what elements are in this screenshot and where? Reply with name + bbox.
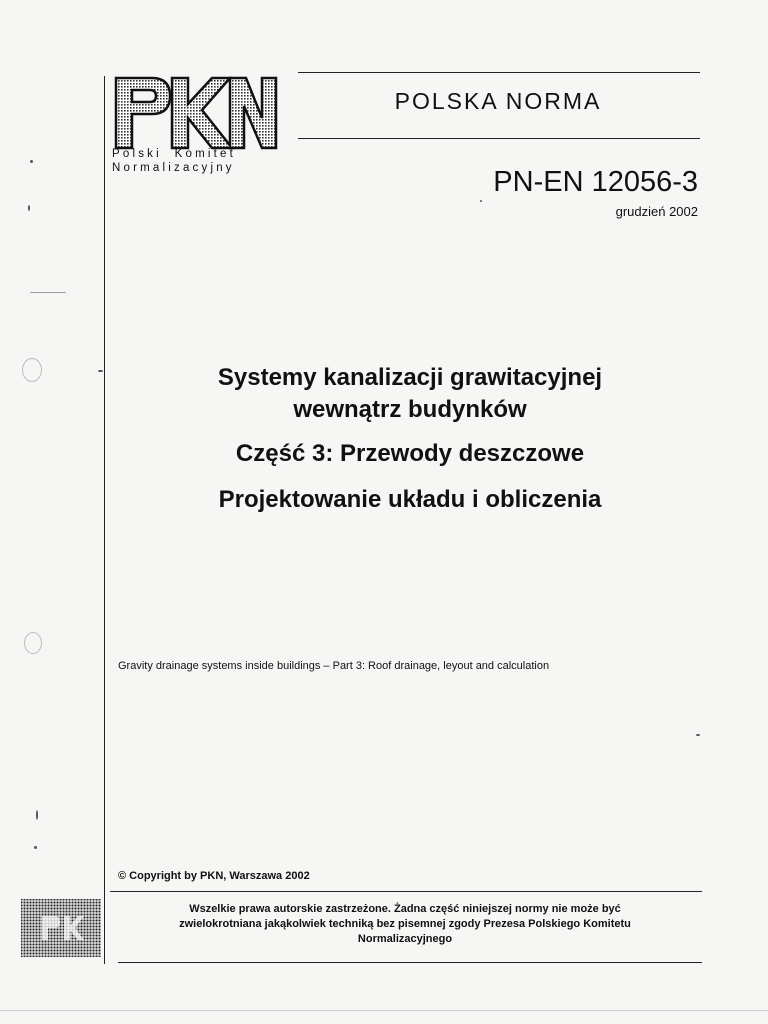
standard-series: POLSKA NORMA <box>394 88 602 114</box>
pkn-stamp-graphic <box>20 898 102 958</box>
title-line-3: Część 3: Przewody deszczowe <box>235 440 585 467</box>
copyright-notice: © Copyright by PKN, Warszawa 2002 <box>118 870 310 882</box>
binder-hole-mark <box>24 632 42 654</box>
scan-speck <box>696 734 700 736</box>
english-title: Gravity drainage systems inside buildings – Part 3: Roof drainage, leyout and calculation <box>118 660 550 672</box>
scan-speck <box>34 846 37 849</box>
header-mid-rule <box>298 138 700 139</box>
organization-name <box>112 147 236 175</box>
scan-speck <box>28 205 30 211</box>
rights-notice <box>110 902 700 947</box>
pkn-logo <box>112 74 280 152</box>
binder-hole-mark <box>22 358 42 382</box>
header-top-rule <box>298 72 700 73</box>
pkn-logo-graphic <box>112 74 280 152</box>
org-line-2: Normalizacyjny <box>112 162 235 174</box>
scan-speck <box>98 370 103 372</box>
org-line-1: Polski Komitet <box>112 148 237 160</box>
title-line-1: Systemy kanalizacji grawitacyjnej <box>217 364 603 391</box>
scan-edge-dash <box>30 292 66 293</box>
rights-line-3: Normalizacyjnego <box>357 933 453 945</box>
footer-top-rule <box>110 891 702 892</box>
publication-date: grudzień 2002 <box>615 204 698 219</box>
rights-line-1: Wszelkie prawa autorskie zastrzeżone. Żadna część niniejszej normy nie może być <box>189 903 621 915</box>
standard-code: PN-EN 12056-3 <box>493 166 698 198</box>
scan-speck <box>36 810 38 820</box>
pkn-stamp-logo <box>20 898 102 958</box>
title-line-4: Projektowanie układu i obliczenia <box>218 486 602 513</box>
left-margin-line <box>104 76 105 964</box>
scan-speck <box>480 200 482 202</box>
title-line-2: wewnątrz budynków <box>293 396 527 423</box>
scan-speck <box>30 160 33 163</box>
scan-edge-dash <box>0 1010 768 1011</box>
footer-bottom-rule <box>118 962 702 963</box>
rights-line-2: zwielokrotniana jakąkolwiek techniką bez pisemnej zgody Prezesa Polskiego Komitetu <box>179 918 631 930</box>
